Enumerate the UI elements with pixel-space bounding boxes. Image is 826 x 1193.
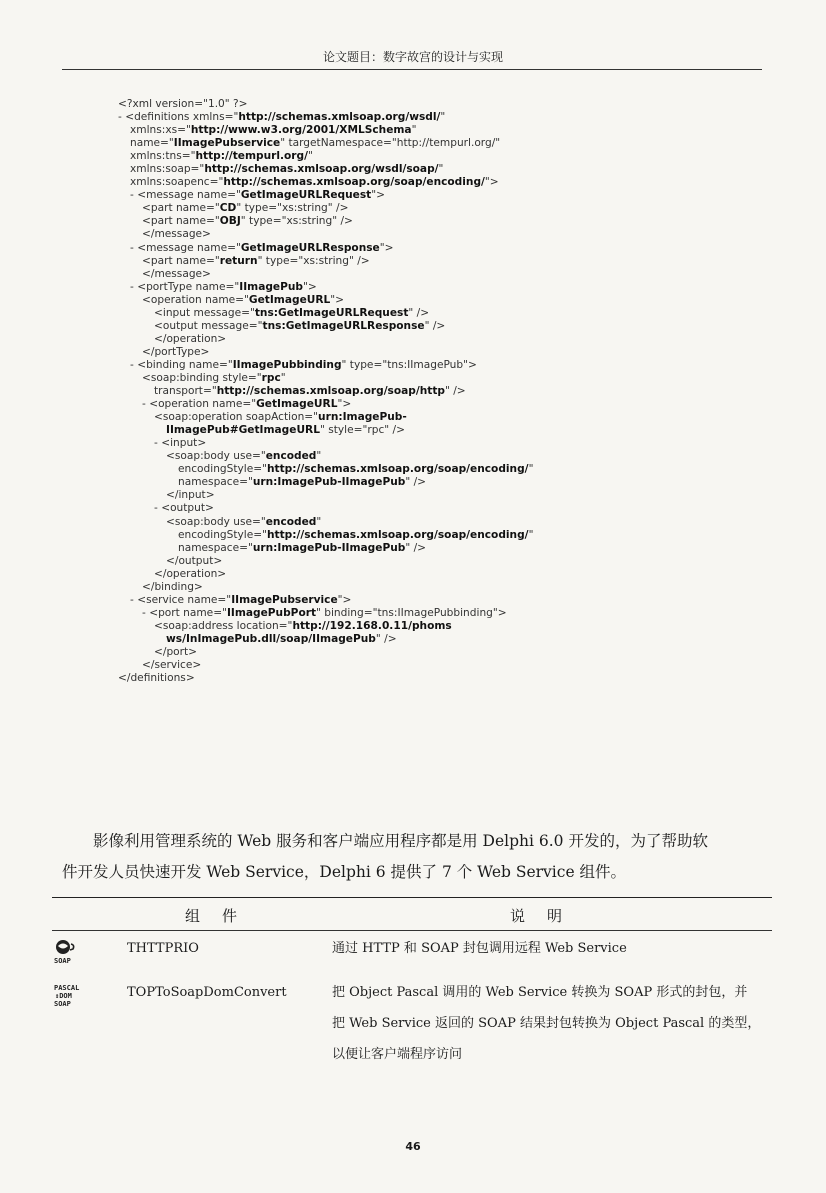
code-line bbox=[118, 242, 718, 255]
component-name: THTTPRIO bbox=[127, 941, 199, 956]
paragraph-line-1: 影像利用管理系统的 Web 服务和客户端应用程序都是用 Delphi 6.0 开发的，为了帮助软 bbox=[93, 832, 708, 850]
code-text: " /> bbox=[375, 632, 397, 645]
code-text: "> bbox=[484, 176, 499, 189]
code-line bbox=[118, 476, 718, 489]
code-line bbox=[118, 568, 718, 581]
code-text: <soap:address location=" bbox=[154, 619, 293, 632]
code-line bbox=[118, 437, 718, 450]
code-text: " /> bbox=[408, 306, 430, 319]
code-text: "> bbox=[337, 398, 352, 411]
code-value: urn:ImagePub-IImagePub bbox=[252, 476, 406, 489]
code-line bbox=[118, 346, 718, 359]
code-line bbox=[118, 411, 718, 424]
code-text: <part name=" bbox=[142, 254, 220, 267]
code-text: <soap:binding style=" bbox=[142, 371, 262, 384]
description-line: 以便让客户端程序访问 bbox=[332, 1047, 463, 1062]
code-text: <input message=" bbox=[154, 306, 255, 319]
code-text: "> bbox=[371, 189, 385, 202]
code-value: IImagePubservice bbox=[173, 137, 281, 150]
code-text: " bbox=[528, 463, 534, 476]
code-line bbox=[118, 359, 718, 372]
code-text: <part name=" bbox=[142, 202, 220, 215]
code-text: <soap:body use=" bbox=[166, 450, 266, 463]
code-text: - <definitions xmlns=" bbox=[118, 111, 239, 124]
code-text: </definitions> bbox=[118, 672, 195, 685]
code-line bbox=[118, 202, 718, 215]
code-line bbox=[118, 424, 718, 437]
code-text: "> bbox=[330, 293, 345, 306]
code-text: "> bbox=[337, 593, 352, 606]
code-text: </operation> bbox=[154, 567, 227, 580]
code-line bbox=[118, 163, 718, 176]
table-top-rule bbox=[52, 897, 772, 898]
code-text: xmlns:xs=" bbox=[130, 124, 191, 137]
code-text: " bbox=[440, 111, 446, 124]
code-value: IImagePub bbox=[239, 280, 304, 293]
code-text: </operation> bbox=[154, 332, 227, 345]
code-text: <output message=" bbox=[154, 319, 263, 332]
soap-globe-icon bbox=[54, 938, 80, 964]
code-value: urn:ImagePub-IImagePub bbox=[252, 541, 406, 554]
code-value: GetImageURL bbox=[248, 293, 331, 306]
code-line bbox=[118, 189, 718, 202]
code-line bbox=[118, 516, 718, 529]
code-text: " binding="tns:IImagePubbinding"> bbox=[316, 606, 507, 619]
code-value: rpc bbox=[261, 371, 281, 384]
code-line bbox=[118, 372, 718, 385]
code-line bbox=[118, 463, 718, 476]
code-line bbox=[118, 124, 718, 137]
code-text: - <output> bbox=[154, 502, 214, 515]
code-line bbox=[118, 581, 718, 594]
header-rule bbox=[62, 69, 762, 70]
table-header-description: 说明 bbox=[510, 907, 585, 925]
code-text: <soap:body use=" bbox=[166, 515, 266, 528]
code-value: encoded bbox=[265, 515, 317, 528]
svg-text:↕DOM: ↕DOM bbox=[55, 992, 72, 1000]
code-line bbox=[118, 320, 718, 333]
svg-text:SOAP: SOAP bbox=[54, 957, 71, 964]
code-line bbox=[118, 502, 718, 515]
table-header-component: 组件 bbox=[185, 907, 260, 925]
svg-text:SOAP: SOAP bbox=[54, 1000, 71, 1008]
code-value: OBJ bbox=[219, 215, 241, 228]
code-value: GetImageURL bbox=[256, 398, 338, 411]
code-text: </message> bbox=[142, 267, 211, 280]
code-text: </input> bbox=[166, 489, 215, 502]
code-line bbox=[118, 450, 718, 463]
code-text: transport=" bbox=[154, 385, 217, 398]
code-text: " bbox=[528, 528, 534, 541]
code-value: IImagePubservice bbox=[231, 593, 338, 606]
code-line bbox=[118, 489, 718, 502]
code-text: name=" bbox=[130, 137, 174, 150]
body-paragraph bbox=[62, 826, 767, 888]
code-text: xmlns:soap=" bbox=[130, 163, 205, 176]
code-text: - <message name=" bbox=[130, 189, 241, 202]
code-text: " type="xs:string" /> bbox=[240, 215, 353, 228]
code-value: GetImageURLResponse bbox=[240, 241, 380, 254]
code-line bbox=[118, 659, 718, 672]
code-text: <operation name=" bbox=[142, 293, 249, 306]
code-text: " style="rpc" /> bbox=[319, 424, 405, 437]
code-line bbox=[118, 620, 718, 633]
code-line bbox=[118, 111, 718, 124]
component-description bbox=[332, 977, 772, 1070]
code-text: " /> bbox=[424, 319, 446, 332]
code-text: xmlns:soapenc=" bbox=[130, 176, 224, 189]
code-text: " bbox=[280, 371, 286, 384]
code-text: <part name=" bbox=[142, 215, 220, 228]
code-text: </output> bbox=[166, 554, 223, 567]
code-line bbox=[118, 307, 718, 320]
code-value: tns:GetImageURLResponse bbox=[262, 319, 425, 332]
code-value: http://schemas.xmlsoap.org/soap/encoding/ bbox=[267, 463, 529, 476]
description-line: 通过 HTTP 和 SOAP 封包调用远程 Web Service bbox=[332, 941, 627, 956]
code-value: GetImageURLRequest bbox=[240, 189, 372, 202]
code-line bbox=[118, 633, 718, 646]
description-line: 把 Web Service 返回的 SOAP 结果封包转换为 Object Pascal 的类型， bbox=[332, 1016, 761, 1031]
code-text: <?xml version="1.0" ?> bbox=[118, 98, 248, 110]
svg-text:PASCAL: PASCAL bbox=[54, 984, 80, 992]
code-text: <soap:operation soapAction=" bbox=[154, 411, 319, 424]
code-text: " bbox=[316, 450, 322, 463]
code-line bbox=[118, 594, 718, 607]
code-text: - <message name=" bbox=[130, 241, 241, 254]
code-text: encodingStyle=" bbox=[178, 528, 268, 541]
code-line bbox=[118, 255, 718, 268]
code-line bbox=[118, 646, 718, 659]
code-text: </port> bbox=[154, 645, 198, 658]
code-value: CD bbox=[219, 202, 237, 215]
paragraph-line-2: 件开发人员快速开发 Web Service，Delphi 6 提供了 7 个 Web Service 组件。 bbox=[62, 863, 627, 881]
code-line bbox=[118, 672, 718, 685]
code-value: http://schemas.xmlsoap.org/soap/encoding/ bbox=[223, 176, 485, 189]
code-value: http://192.168.0.11/phoms bbox=[292, 619, 452, 632]
running-header: 论文题目：数字故宫的设计与实现 bbox=[322, 50, 503, 64]
code-text: </service> bbox=[142, 659, 202, 672]
code-line bbox=[118, 281, 718, 294]
code-value: http://tempurl.org/ bbox=[195, 150, 308, 163]
code-text: namespace=" bbox=[178, 541, 253, 554]
code-value: IImagePub#GetImageURL bbox=[166, 424, 320, 437]
code-value: tns:GetImageURLRequest bbox=[254, 306, 409, 319]
code-text: " bbox=[411, 124, 417, 137]
code-line bbox=[118, 176, 718, 189]
component-name: TOPToSoapDomConvert bbox=[127, 985, 287, 1000]
code-text: "> bbox=[303, 280, 317, 293]
code-text: " /> bbox=[405, 476, 427, 489]
code-text: - <service name=" bbox=[130, 593, 232, 606]
code-line bbox=[118, 268, 718, 281]
description-line: 把 Object Pascal 调用的 Web Service 转换为 SOAP 形式的封包，并 bbox=[332, 985, 748, 1000]
code-text: " type="xs:string" /> bbox=[257, 254, 370, 267]
code-value: urn:ImagePub- bbox=[318, 411, 407, 424]
code-line bbox=[118, 542, 718, 555]
code-text: - <port name=" bbox=[142, 606, 227, 619]
code-text: xmlns:tns=" bbox=[130, 150, 196, 163]
pascal-dom-soap-icon bbox=[54, 982, 80, 1008]
code-text: " bbox=[438, 163, 444, 176]
code-text: " /> bbox=[445, 385, 466, 398]
code-value: ws/InImagePub.dll/soap/IImagePub bbox=[166, 632, 376, 645]
code-line bbox=[118, 228, 718, 241]
code-line bbox=[118, 555, 718, 568]
code-line bbox=[118, 98, 718, 111]
code-text: " bbox=[307, 150, 313, 163]
code-text: - <input> bbox=[154, 437, 207, 450]
code-line bbox=[118, 385, 718, 398]
code-text: " targetNamespace="http://tempurl.org/" bbox=[280, 137, 501, 150]
code-text: - <binding name=" bbox=[130, 358, 233, 371]
code-value: encoded bbox=[265, 450, 317, 463]
code-value: http://schemas.xmlsoap.org/soap/http bbox=[216, 385, 445, 398]
code-value: IImagePubPort bbox=[226, 606, 317, 619]
code-line bbox=[118, 215, 718, 228]
code-line bbox=[118, 607, 718, 620]
code-text: - <operation name=" bbox=[142, 398, 257, 411]
code-line bbox=[118, 294, 718, 307]
code-value: http://www.w3.org/2001/XMLSchema bbox=[190, 124, 412, 137]
code-line bbox=[118, 150, 718, 163]
code-text: </binding> bbox=[142, 580, 203, 593]
page-number: 46 bbox=[405, 1140, 421, 1153]
code-line bbox=[118, 137, 718, 150]
code-line bbox=[118, 529, 718, 542]
code-text: "> bbox=[379, 241, 394, 254]
table-header-rule bbox=[52, 930, 772, 931]
code-line bbox=[118, 398, 718, 411]
code-line bbox=[118, 333, 718, 346]
code-value: IImagePubbinding bbox=[232, 358, 342, 371]
code-text: " type="xs:string" /> bbox=[236, 202, 349, 215]
code-text: </portType> bbox=[142, 345, 210, 358]
code-text: encodingStyle=" bbox=[178, 463, 268, 476]
code-value: http://schemas.xmlsoap.org/wsdl/ bbox=[238, 111, 441, 124]
code-value: http://schemas.xmlsoap.org/soap/encoding/ bbox=[267, 528, 529, 541]
code-text: " /> bbox=[405, 541, 427, 554]
code-text: - <portType name=" bbox=[130, 280, 240, 293]
code-text: " type="tns:IImagePub"> bbox=[341, 358, 477, 371]
wsdl-code-listing bbox=[118, 98, 718, 685]
code-value: return bbox=[219, 254, 258, 267]
code-value: http://schemas.xmlsoap.org/wsdl/soap/ bbox=[204, 163, 439, 176]
code-text: </message> bbox=[142, 228, 211, 241]
component-description bbox=[332, 933, 772, 964]
code-text: namespace=" bbox=[178, 476, 253, 489]
code-text: " bbox=[316, 515, 322, 528]
